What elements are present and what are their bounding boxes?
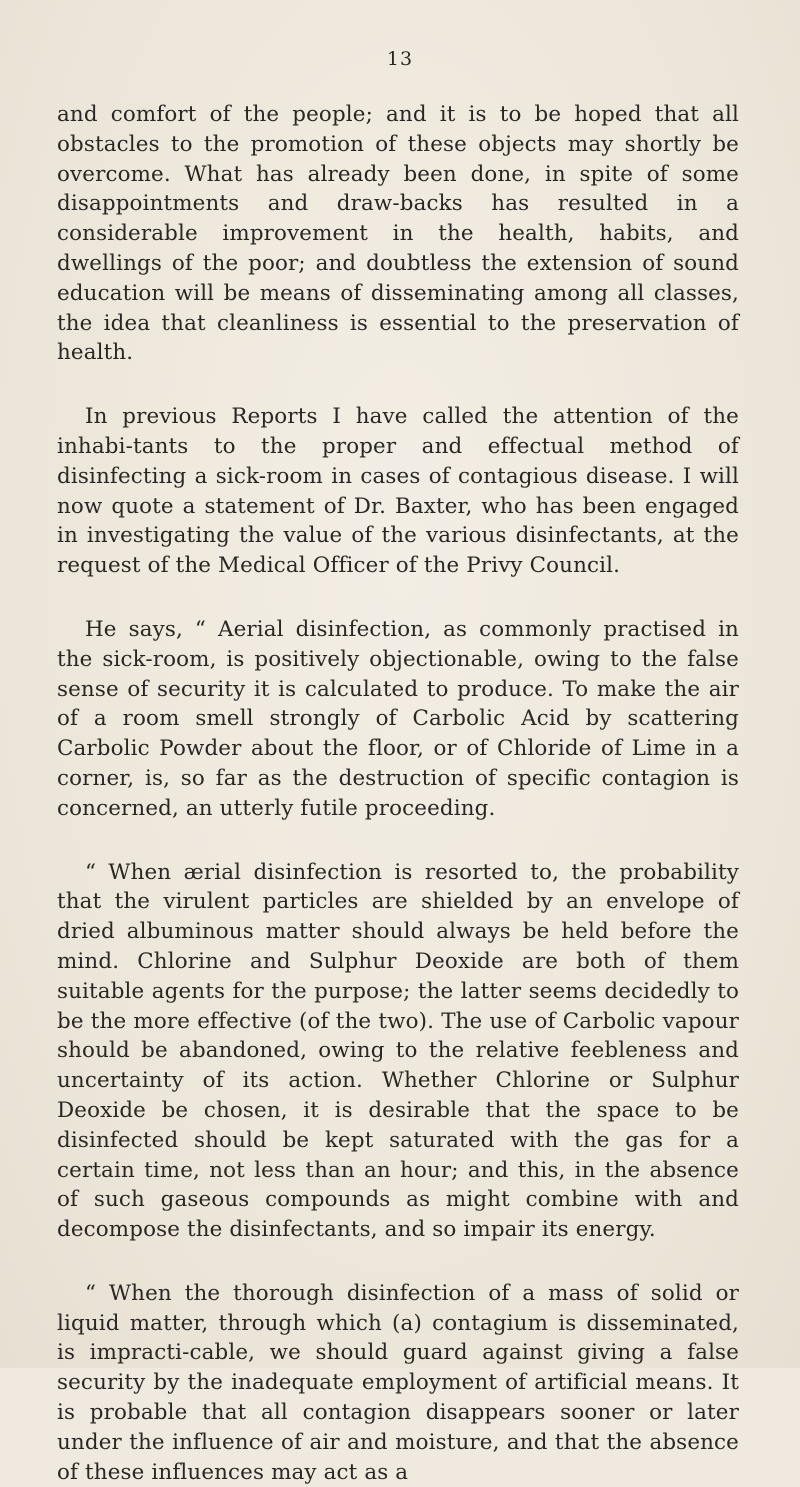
paragraph-chlorine-sulphur: “ When ærial disinfection is resorted to, the probability that the virulent particles are shielded by an envelope of dried albuminous matter should always be held before the mind. Chlorine and Sulphur Deoxide are both of them suitable agents for the purpose; the latter seems decidedly to be the more effective (of the two). The use of Carbolic vapour should be abandoned, owing to the relative feebleness and uncertainty of its action. Whether Chlorine or Sulphur Deoxide be chosen, it is desirable that the space to be disinfected should be kept saturated with the gas for a certain time, not less than an hour; and this, in the absence of such gaseous compounds as might combine with and decompose the disinfectants, and so impair its energy. xyxy=(57,859,739,1243)
paragraph-aerial-disinfection: He says, “ Aerial disinfection, as commonly practised in the sick-room, is positively objectionable, owing to the false sense of security it is calculated to produce. To make the air of a room smell strongly of Carbolic Acid by scattering Carbolic Powder about the floor, or of Chloride of Lime in a corner, is, so far as the destruction of specific contagion is concerned, an utterly futile proceeding. xyxy=(57,616,739,821)
paragraph-previous-reports: In previous Reports I have called the attention of the inhabi-tants to the proper and effectual method of disinfecting a sick-room in cases of contagious disease. I will now quote a statement of Dr. Baxter, who has been engaged in investigating the value of the various disinfectants, at the request of the Medical Officer of the Privy Council. xyxy=(57,404,739,579)
paragraph-thorough-disinfection: “ When the thorough disinfection of a mass of solid or liquid matter, through which (a) contagium is disseminated, is impracti-cable, we should guard against giving a false security by the inadequate employment of artificial means. It is probable that all contagion disappears sooner or later under the influence of air and moisture, and that the absence of these influences may act as a xyxy=(57,1280,739,1485)
body-text xyxy=(57,100,739,1487)
page-number: 13 xyxy=(386,48,414,70)
paragraph-continuation: and comfort of the people; and it is to be hoped that all obstacles to the promotion of these objects may shortly be overcome. What has already been done, in spite of some disappointments and draw-backs has resulted in a considerable improvement in the health, habits, and dwellings of the poor; and doubtless the extension of sound education will be means of disseminating among all classes, the idea that cleanliness is essential to the preservation of health. xyxy=(57,102,739,366)
